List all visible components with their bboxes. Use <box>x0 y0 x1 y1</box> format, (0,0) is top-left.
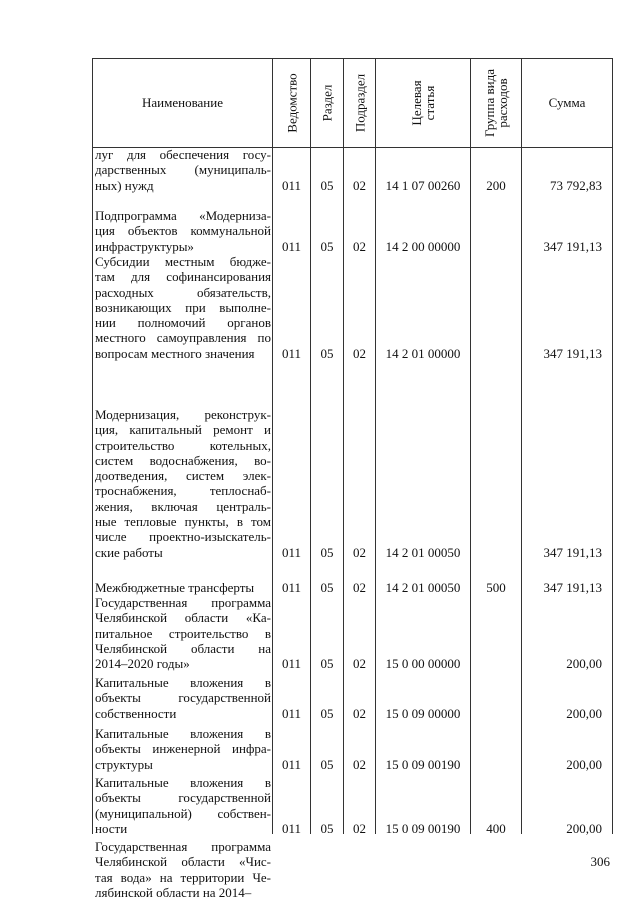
header-cell-celevaya <box>376 59 470 147</box>
row-name-line: объекты государственной <box>95 690 271 706</box>
cell-celevaya: 15 0 09 00000 <box>385 705 461 721</box>
cell-podrazdel: 02 <box>353 238 366 254</box>
row-name-line: Межбюджетные трансферты <box>95 580 255 595</box>
cell-celevaya: 14 2 00 00000 <box>385 238 461 254</box>
row-name <box>95 407 271 560</box>
row-name <box>95 775 271 836</box>
row-name-line: ция, капитальный ремонт и <box>95 422 271 438</box>
cell-podrazdel: 02 <box>353 820 366 836</box>
cell-podrazdel: 02 <box>353 580 366 595</box>
cell-summa: 347 191,13 <box>543 238 602 254</box>
cell-celevaya: 14 2 01 00050 <box>385 580 461 595</box>
cell-summa: 347 191,13 <box>543 345 602 361</box>
page-number: 306 <box>590 854 610 869</box>
cell-podrazdel: 02 <box>353 544 366 560</box>
row-name-line: Капитальные вложения в <box>95 726 271 741</box>
row-name-line: там для софинансирования <box>95 269 271 285</box>
row-name-line: Челябинской области «Чис- <box>95 854 271 870</box>
cell-gruppa: 200 <box>486 177 506 193</box>
row-name-line: строительство котельных, <box>95 437 271 453</box>
cell-ved: 011 <box>281 345 302 361</box>
cell-razdel: 05 <box>320 177 334 193</box>
cell-ved: 011 <box>281 580 302 595</box>
row-name-line: собственности <box>95 705 177 721</box>
cell-ved: 011 <box>281 238 302 254</box>
row-name <box>95 147 271 193</box>
cell-gruppa: 500 <box>486 580 506 595</box>
row-name-line: Челябинской области «Ка- <box>95 610 271 626</box>
row-name-line: троснабжения, теплоснаб- <box>95 483 271 499</box>
header-cell-name <box>93 59 272 147</box>
row-name-line: объекты государственной <box>95 790 271 806</box>
cell-ved: 011 <box>281 820 302 836</box>
row-name-line: Капитальные вложения в <box>95 775 271 790</box>
row-name-line: дарственных (муниципаль- <box>95 162 271 178</box>
row-name-line: структуры <box>95 756 153 772</box>
row-name-line: (муниципальной) собствен- <box>95 805 271 821</box>
row-name-line: Челябинской области на <box>95 640 271 656</box>
header-podrazdel: Подраздел <box>352 73 367 133</box>
cell-ved: 011 <box>281 544 302 560</box>
cell-summa: 200,00 <box>566 756 602 772</box>
cell-razdel: 05 <box>320 705 334 721</box>
row-name-line: вопросам местного значения <box>95 345 255 361</box>
cell-ved: 011 <box>281 705 302 721</box>
cell-podrazdel: 02 <box>353 177 366 193</box>
row-name-line: ности <box>95 820 128 836</box>
cell-podrazdel: 02 <box>353 345 366 361</box>
row-name-line: Модернизация, реконструк- <box>95 407 271 422</box>
row-name-line: тая вода» на территории Че- <box>95 869 271 885</box>
cell-celevaya: 14 2 01 00050 <box>385 544 461 560</box>
row-name-line: питальное строительство в <box>95 625 271 641</box>
header-razdel: Раздел <box>319 84 335 122</box>
row-name-line: объекты инженерной инфра- <box>95 741 271 757</box>
row-name <box>95 839 271 900</box>
row-name-line: расходных обязательств, <box>95 284 271 300</box>
header-cell-gruppa <box>471 59 521 147</box>
header-ved: Ведомство <box>284 73 299 133</box>
row-name-line: лябинской области на 2014– <box>95 884 252 900</box>
row-name-line: Государственная программа <box>95 595 271 610</box>
header-cell-razdel <box>311 59 343 147</box>
row-name-line: местного самоуправления по <box>95 330 271 346</box>
row-name-line: 2014–2020 годы» <box>95 656 190 672</box>
row-name-line: нии полномочий органов <box>95 315 271 331</box>
row-name-line: жения, включая централь- <box>95 498 271 514</box>
row-name <box>95 254 271 361</box>
cell-summa: 347 191,13 <box>543 580 602 595</box>
cell-razdel: 05 <box>320 238 334 254</box>
row-name-line: Государственная программа <box>95 839 271 854</box>
row-name-line: Капитальные вложения в <box>95 675 271 690</box>
row-name-line: доотведения, систем элек- <box>95 468 271 484</box>
cell-summa: 200,00 <box>566 820 602 836</box>
row-name-line: ские работы <box>95 544 163 560</box>
header-gruppa: Группа вида расходов <box>482 69 510 137</box>
header-celevaya: Целевая статья <box>409 80 437 126</box>
cell-razdel: 05 <box>320 580 334 595</box>
cell-razdel: 05 <box>320 345 334 361</box>
row-name-line: ные тепловые пункты, в том <box>95 514 271 530</box>
cell-ved: 011 <box>281 656 302 672</box>
row-name-line: луг для обеспечения госу- <box>95 147 271 162</box>
column-divider <box>470 58 471 834</box>
cell-razdel: 05 <box>320 820 334 836</box>
cell-ved: 011 <box>281 756 302 772</box>
row-name <box>95 595 271 671</box>
cell-celevaya: 15 0 09 00190 <box>385 756 461 772</box>
cell-summa: 200,00 <box>566 656 602 672</box>
row-name-line: ных) нужд <box>95 177 154 193</box>
cell-podrazdel: 02 <box>353 756 366 772</box>
cell-summa: 200,00 <box>566 705 602 721</box>
row-name <box>95 675 271 721</box>
cell-gruppa: 400 <box>486 820 506 836</box>
cell-ved: 011 <box>281 177 302 193</box>
cell-razdel: 05 <box>320 756 334 772</box>
cell-summa: 73 792,83 <box>550 177 602 193</box>
cell-podrazdel: 02 <box>353 705 366 721</box>
header-name: Наименование <box>142 95 223 110</box>
cell-podrazdel: 02 <box>353 656 366 672</box>
cell-celevaya: 15 0 09 00190 <box>385 820 461 836</box>
row-name-line: инфраструктуры» <box>95 238 194 254</box>
header-cell-ved <box>273 59 310 147</box>
row-name-line: возникающих при выполне- <box>95 299 271 315</box>
cell-summa: 347 191,13 <box>543 544 602 560</box>
cell-razdel: 05 <box>320 544 334 560</box>
row-name <box>95 208 271 254</box>
row-name <box>95 726 271 772</box>
row-name <box>95 580 271 595</box>
cell-celevaya: 14 2 01 00000 <box>385 345 461 361</box>
header-summa: Сумма <box>548 95 586 110</box>
row-name-line: числе проектно-изыскатель- <box>95 529 271 545</box>
cell-celevaya: 14 1 07 00260 <box>385 177 461 193</box>
row-name-line: ция объектов коммунальной <box>95 223 271 239</box>
table-header <box>93 58 612 148</box>
cell-razdel: 05 <box>320 656 334 672</box>
row-name-line: систем водоснабжения, во- <box>95 452 271 468</box>
row-name-line: Субсидии местным бюдже- <box>95 254 271 269</box>
cell-celevaya: 15 0 00 00000 <box>385 656 461 672</box>
header-cell-podrazdel <box>344 59 375 147</box>
header-cell-summa <box>522 59 612 147</box>
row-name-line: Подпрограмма «Модерниза- <box>95 208 271 223</box>
